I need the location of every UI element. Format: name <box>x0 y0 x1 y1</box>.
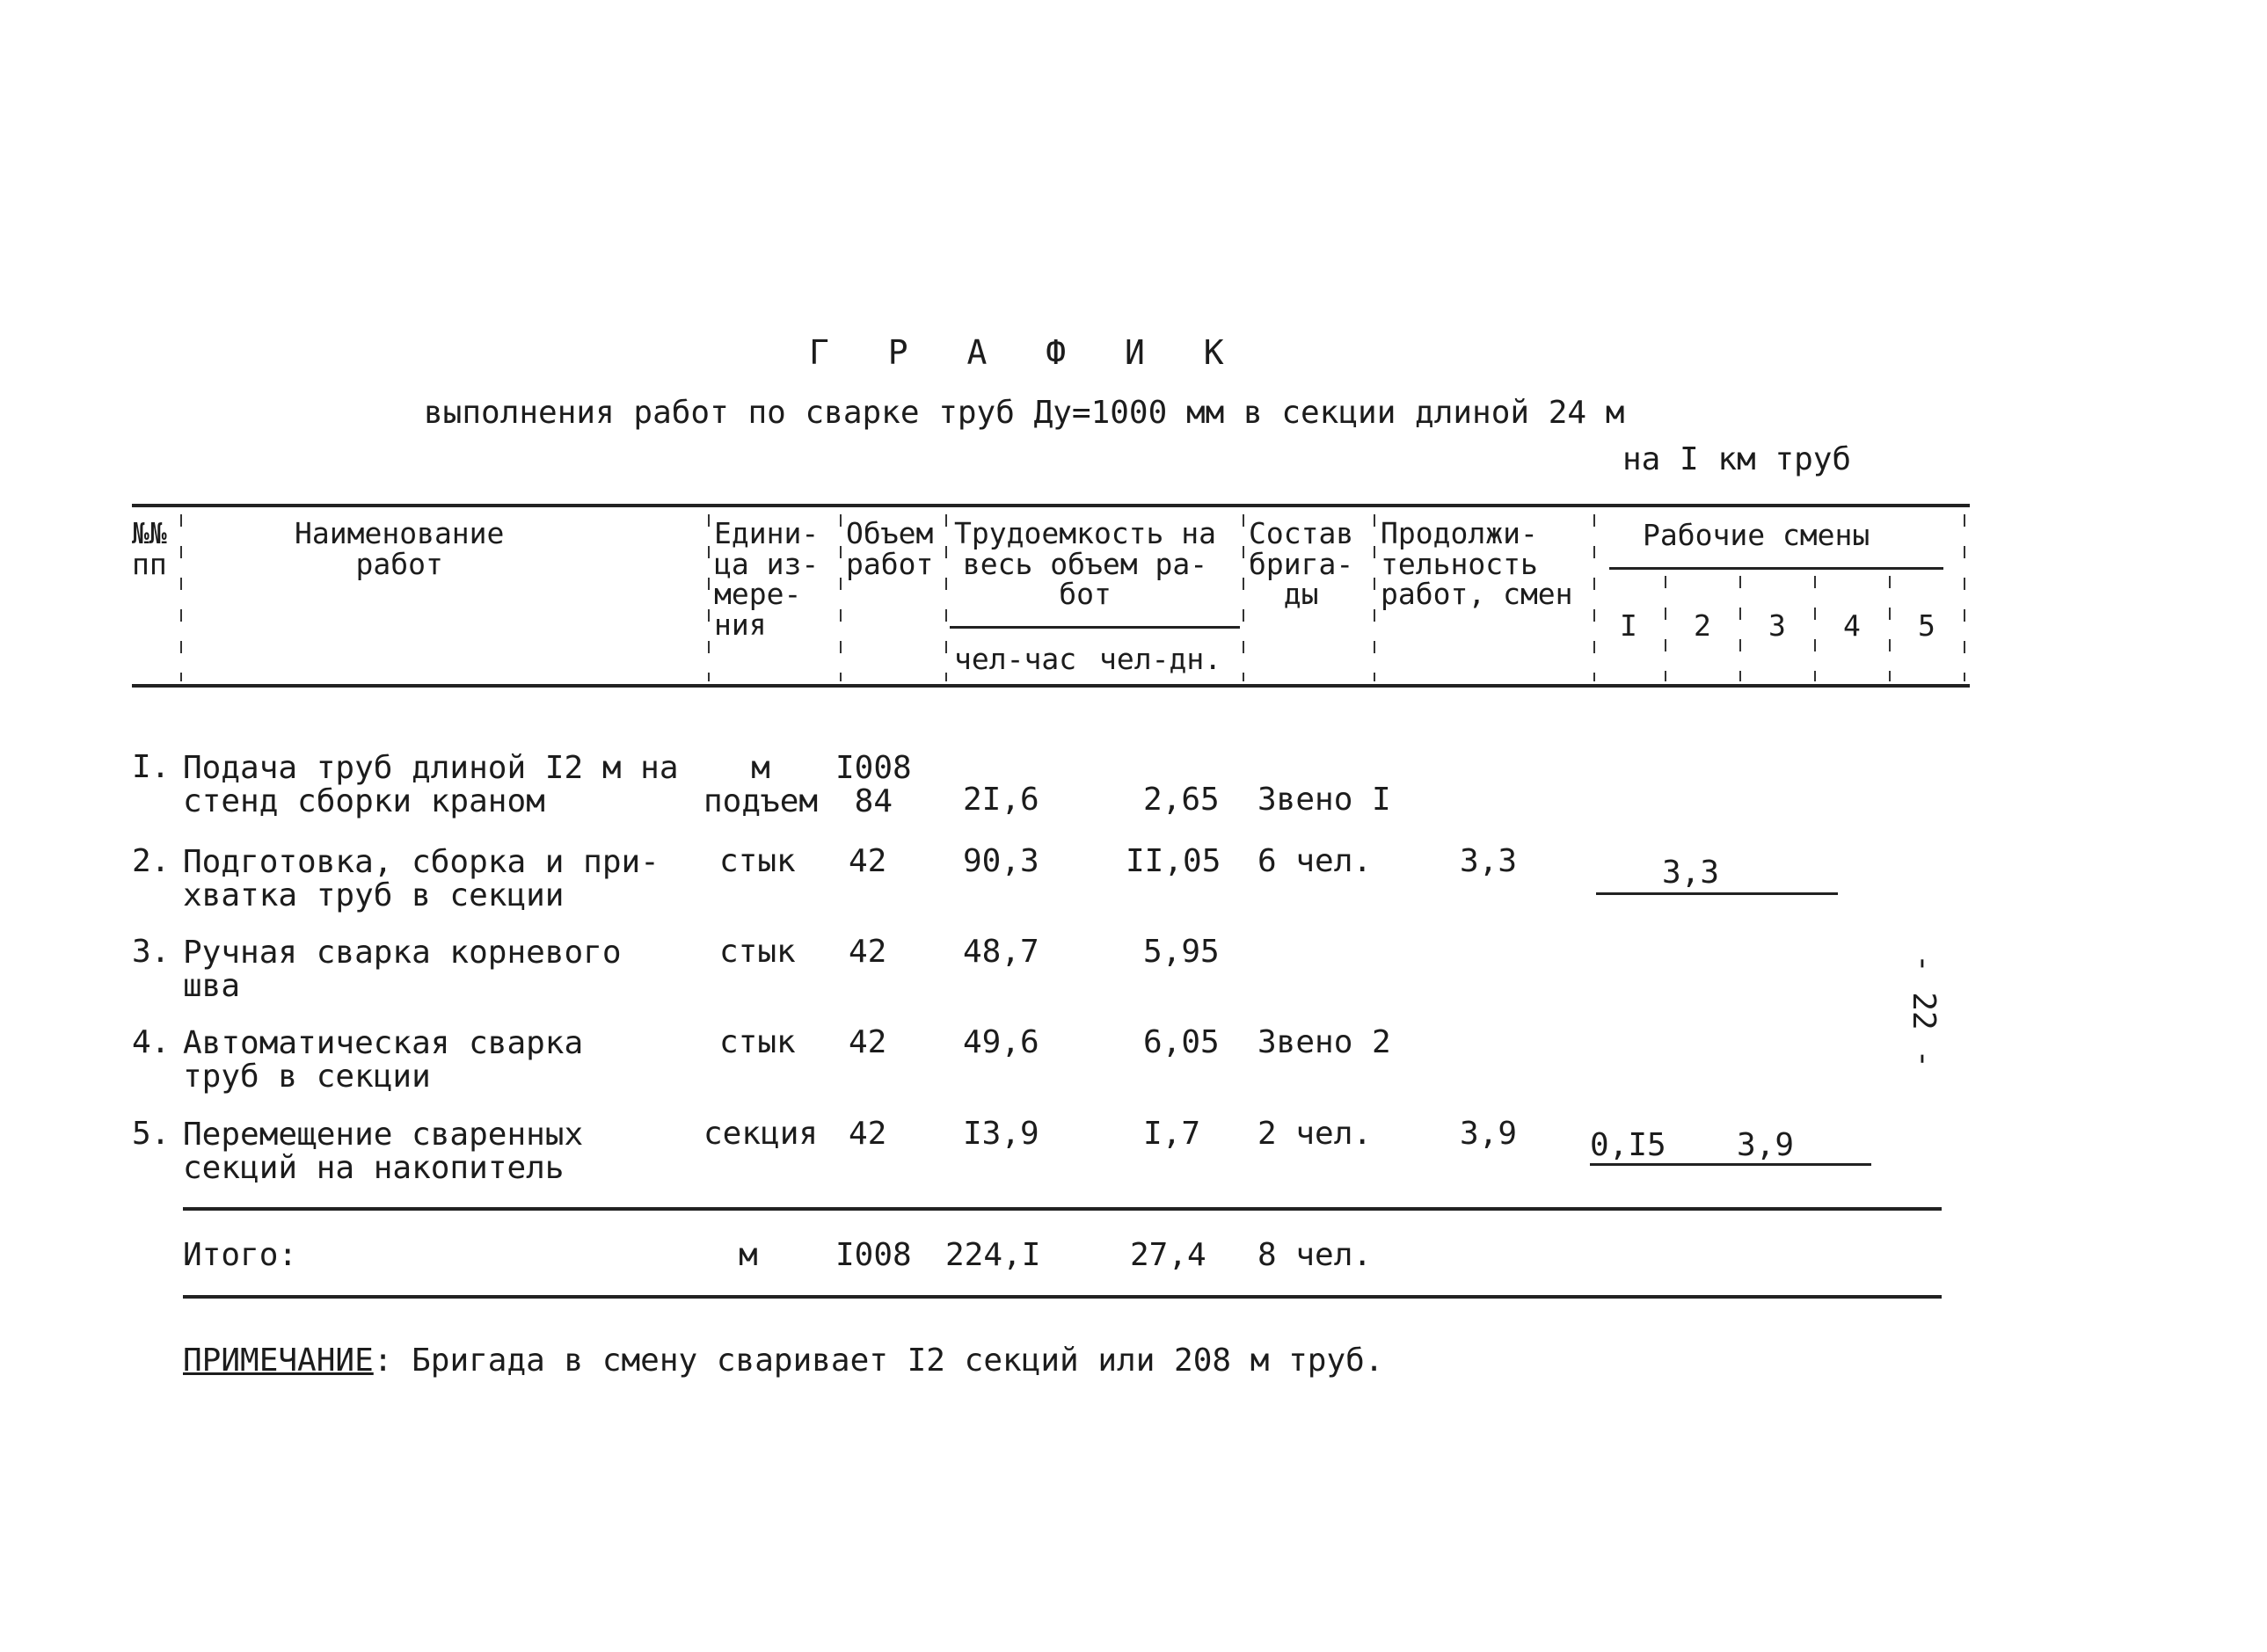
header-name: Наименование работ <box>295 516 505 581</box>
header-shift-2: 2 <box>1694 608 1711 643</box>
row-2-hours: 90,3 <box>963 843 1039 879</box>
total-bottom-rule <box>183 1295 1942 1299</box>
note <box>183 1345 1383 1377</box>
row-5-duration: 3,9 <box>1460 1116 1518 1152</box>
row-2-shift-bar-label: 3,3 <box>1662 855 1720 891</box>
header-labor-hours: чел-час <box>954 642 1077 676</box>
row-5-unit: секция <box>703 1116 819 1152</box>
header-shift-3: 3 <box>1768 608 1786 643</box>
row-5-num: 5. <box>132 1116 171 1152</box>
row-5-hours: I3,9 <box>963 1116 1039 1152</box>
row-1-crew: Звено I <box>1257 782 1391 818</box>
total-top-rule <box>183 1207 1942 1211</box>
column-separator <box>180 514 182 681</box>
note-label: ПРИМЕЧАНИЕ <box>183 1343 374 1379</box>
column-separator <box>1814 576 1816 681</box>
header-bottom-rule <box>132 684 1970 688</box>
header-duration: Продолжи- тельность работ, смен <box>1381 516 1573 612</box>
row-2-unit: стык <box>719 843 796 879</box>
column-separator <box>1243 514 1244 681</box>
header-num: №№ пп <box>132 516 167 581</box>
row-2-num: 2. <box>132 843 171 879</box>
row-2-crew: 6 чел. <box>1257 843 1373 879</box>
header-shift-1: I <box>1620 608 1637 643</box>
total-days: 27,4 <box>1130 1237 1206 1273</box>
row-2-duration: 3,3 <box>1460 843 1518 879</box>
row-5-name: Перемещение сваренных секций на накопитель <box>183 1117 584 1186</box>
row-2-volume: 42 <box>849 843 887 879</box>
row-5-shift-start-label: 0,I5 <box>1590 1127 1666 1163</box>
row-4-volume: 42 <box>849 1024 887 1060</box>
header-shift-4: 4 <box>1843 608 1861 643</box>
row-3-name: Ручная сварка корневого шва <box>183 935 622 1004</box>
row-5-volume: 42 <box>849 1116 887 1152</box>
row-1-num: I. <box>132 749 171 785</box>
total-label: Итого: <box>183 1237 298 1273</box>
row-2-shift-bar <box>1596 892 1838 895</box>
row-1-unit: м подъем <box>703 750 819 819</box>
header-unit: Едини- ца из- мере- ния <box>714 516 820 642</box>
row-1-name: Подача труб длиной I2 м на стенд сборки краном <box>183 750 679 819</box>
header-labor: Трудоемкость на весь объем ра- бот <box>954 516 1217 612</box>
header-crew: Состав брига- ды <box>1249 516 1354 612</box>
row-1-hours: 2I,6 <box>963 782 1039 818</box>
header-labor-days: чел-дн. <box>1099 642 1222 676</box>
total-hours: 224,I <box>945 1237 1041 1273</box>
total-crew: 8 чел. <box>1257 1237 1373 1273</box>
total-volume: I008 <box>835 1237 912 1273</box>
row-3-hours: 48,7 <box>963 934 1039 970</box>
total-unit: м <box>739 1237 758 1273</box>
row-1-volume: I008 84 <box>835 750 912 819</box>
document-subtitle: выполнения работ по сварке труб Ду=1000 мм в секции длиной 24 м <box>424 395 1625 431</box>
header-shift-5: 5 <box>1918 608 1935 643</box>
column-separator <box>1374 514 1375 681</box>
shifts-header-rule <box>1609 567 1943 570</box>
row-2-days: II,05 <box>1126 843 1221 879</box>
table-top-rule <box>132 504 1970 507</box>
row-2-name: Подготовка, сборка и при- хватка труб в секции <box>183 844 660 913</box>
column-separator <box>1593 514 1595 681</box>
row-3-unit: стык <box>719 934 796 970</box>
row-4-num: 4. <box>132 1024 171 1060</box>
labor-header-rule <box>950 626 1240 629</box>
row-5-days: I,7 <box>1143 1116 1201 1152</box>
column-separator <box>945 514 947 681</box>
row-1-days: 2,65 <box>1143 782 1220 818</box>
row-4-days: 6,05 <box>1143 1024 1220 1060</box>
row-4-hours: 49,6 <box>963 1024 1039 1060</box>
column-separator <box>840 514 842 681</box>
column-separator <box>1739 576 1741 681</box>
row-3-volume: 42 <box>849 934 887 970</box>
header-volume: Объем работ <box>846 516 934 581</box>
row-5-shift-bar-label: 3,9 <box>1737 1127 1795 1163</box>
document-title: Г Р А Ф И К <box>809 333 1243 372</box>
row-4-unit: стык <box>719 1024 796 1060</box>
page-number: - 22 - <box>1906 954 1942 1069</box>
row-3-days: 5,95 <box>1143 934 1220 970</box>
row-4-crew: Звено 2 <box>1257 1024 1391 1060</box>
row-3-num: 3. <box>132 934 171 970</box>
row-5-shift-bar <box>1590 1163 1871 1166</box>
document-subtitle-right: на I км труб <box>1622 441 1852 477</box>
column-separator <box>1665 576 1666 681</box>
header-shifts: Рабочие смены <box>1643 518 1870 552</box>
note-text: : Бригада в смену сваривает I2 секций или 208 м труб. <box>373 1343 1384 1379</box>
row-5-crew: 2 чел. <box>1257 1116 1373 1152</box>
row-4-name: Автоматическая сварка труб в секции <box>183 1025 584 1095</box>
column-separator <box>1889 576 1891 681</box>
column-separator <box>708 514 710 681</box>
column-separator <box>1964 514 1965 681</box>
